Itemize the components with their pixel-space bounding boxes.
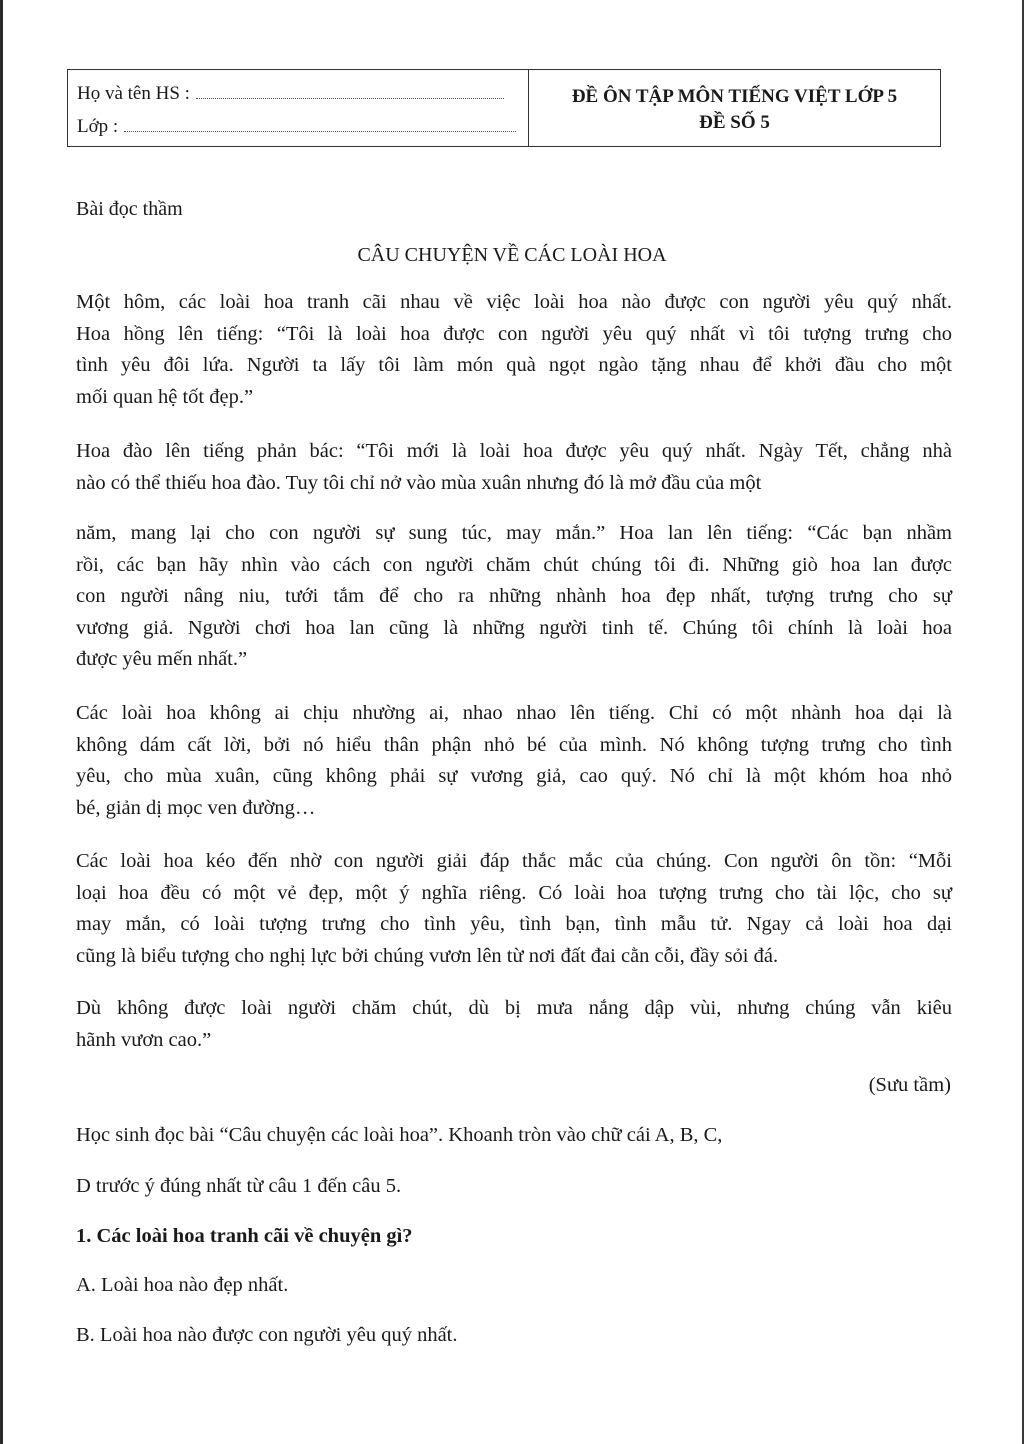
paragraph-1 <box>76 287 952 413</box>
exam-title-cell <box>529 70 940 146</box>
paragraph-line: Các loài hoa kéo đến nhờ con người giải đáp thắc mắc của chúng. Con người ôn tồn: “Mỗi <box>76 850 952 872</box>
instruction-line-2: D trước ý đúng nhất từ câu 1 đến câu 5. <box>76 1175 402 1197</box>
exam-header-box <box>67 69 941 147</box>
paragraph-line: Hoa đào lên tiếng phản bác: “Tôi mới là loài hoa được yêu quý nhất. Ngày Tết, chẳng nhà <box>76 440 952 462</box>
student-name-label: Họ và tên HS : <box>77 83 190 104</box>
class-field[interactable] <box>124 117 516 132</box>
question-1-option-a[interactable]: A. Loài hoa nào đẹp nhất. <box>76 1274 289 1296</box>
question-1: 1. Các loài hoa tranh cãi về chuyện gì? <box>76 1225 413 1247</box>
paragraph-line: loại hoa đều có một vẻ đẹp, một ý nghĩa riêng. Có loài hoa tượng trưng cho tài lộc, cho sự <box>76 881 952 904</box>
paragraph-line: bé, giản dị mọc ven đường… <box>76 796 316 819</box>
exam-number: ĐỀ SỐ 5 <box>699 112 770 133</box>
paragraph-3 <box>76 518 952 676</box>
paragraph-line: nào có thể thiếu hoa đào. Tuy tôi chỉ nở vào mùa xuân nhưng đó là mở đầu của một <box>76 471 762 494</box>
paragraph-line: Các loài hoa không ai chịu nhường ai, nhao nhao lên tiếng. Chỉ có một nhành hoa dại là <box>76 702 952 724</box>
paragraph-line: Một hôm, các loài hoa tranh cãi nhau về việc loài hoa nào được con người yêu quý nhất. <box>76 291 952 313</box>
student-info-cell <box>68 70 529 146</box>
section-label: Bài đọc thầm <box>76 198 183 220</box>
paragraph-line: không dám cất lời, bởi nó hiểu thân phận nhỏ bé của mình. Nó không tượng trưng cho tình <box>76 733 952 756</box>
paragraph-line: tình yêu đôi lứa. Người ta lấy tôi làm món quà ngọt ngào tặng nhau để khởi đầu cho một <box>76 354 952 376</box>
paragraph-line: năm, mang lại cho con người sự sung túc, may mắn.” Hoa lan lên tiếng: “Các bạn nhầm <box>76 522 952 544</box>
paragraph-line: mối quan hệ tốt đẹp.” <box>76 385 254 408</box>
paragraph-line: được yêu mến nhất.” <box>76 648 248 670</box>
paragraph-2 <box>76 436 952 499</box>
paragraph-line: con người nâng niu, tưới tắm để cho ra những nhành hoa đẹp nhất, tượng trưng cho sự <box>76 585 952 607</box>
exam-title: ĐỀ ÔN TẬP MÔN TIẾNG VIỆT LỚP 5 <box>571 86 898 107</box>
instruction-line-1: Học sinh đọc bài “Câu chuyện các loài hoa”. Khoanh tròn vào chữ cái A, B, C, <box>76 1124 723 1146</box>
paragraph-line: Dù không được loài người chăm chút, dù bị mưa nắng dập vùi, nhưng chúng vẫn kiêu <box>76 997 952 1019</box>
paragraph-line: vương giả. Người chơi hoa lan cũng là những người tinh tế. Chúng tôi chính là loài hoa <box>76 616 952 639</box>
paragraph-5 <box>76 846 952 972</box>
paragraph-line: yêu, cho mùa xuân, cũng không phải sự vương giả, cao quý. Nó chỉ là một khóm hoa nhỏ <box>76 765 952 787</box>
student-name-field[interactable] <box>196 84 504 99</box>
paragraph-line: may mắn, có loài tượng trưng cho tình yêu, tình bạn, tình mẫu tử. Ngay cả loài hoa dại <box>76 913 952 935</box>
paragraph-line: hãnh vươn cao.” <box>76 1028 212 1051</box>
source-attribution: (Sưu tầm) <box>868 1074 951 1096</box>
class-label: Lớp : <box>77 116 119 137</box>
question-1-option-b[interactable]: B. Loài hoa nào được con người yêu quý nhất. <box>76 1324 458 1346</box>
paragraph-line: cũng là biểu tượng cho nghị lực bởi chúng vươn lên từ nơi đất đai cằn cỗi, đầy sỏi đá. <box>76 944 779 967</box>
student-name-row <box>77 83 504 105</box>
paragraph-line: rồi, các bạn hãy nhìn vào cách con người chăm chút chúng tôi đi. Những giò hoa lan được <box>76 553 952 576</box>
paragraph-6 <box>76 993 952 1056</box>
paragraph-line: Hoa hồng lên tiếng: “Tôi là loài hoa được con người yêu quý nhất vì tôi tượng trưng cho <box>76 322 952 345</box>
page-left-edge <box>0 0 3 1444</box>
paragraph-4 <box>76 698 952 824</box>
story-title: CÂU CHUYỆN VỀ CÁC LOÀI HOA <box>357 244 667 266</box>
class-row <box>77 116 516 138</box>
